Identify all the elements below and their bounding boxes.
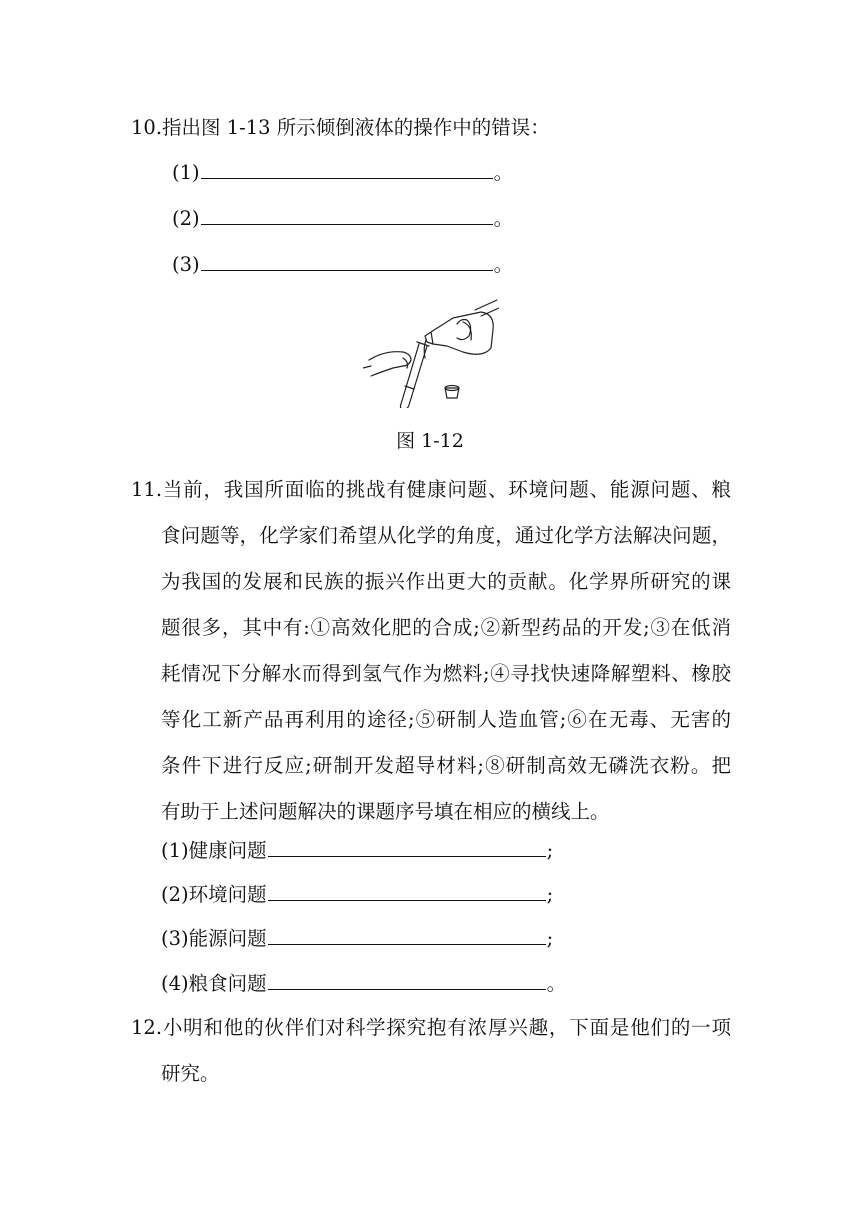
q10-item-2-end: 。 [493,207,514,230]
q11-line-8: 有助于上述问题解决的课题序号填在相应的横线上。 [161,800,610,823]
q11-answer-blank-4[interactable] [268,969,546,990]
q11-item-2 [161,880,553,910]
q10-item-2 [172,204,513,234]
reagent-bottle [431,312,493,354]
left-arm [363,366,371,368]
q10-stem: 10.指出图 1-13 所示倾倒液体的操作中的错误： [131,116,550,139]
q11-line-4: 题很多，其中有:①高效化肥的合成;②新型药品的开发;③在低消 [161,616,731,639]
q11-item-4-label: (4)粮食问题 [161,972,267,995]
q11-line-5: 耗情况下分解水而得到氢气作为燃料;④寻找快速降解塑料、橡胶 [161,662,731,685]
q11-line-2: 食问题等，化学家们希望从化学的角度，通过化学方法解决问题， [161,524,731,547]
q11-line-7: 条件下进行反应;研制开发超导材料;⑧研制高效无磷洗衣粉。把 [161,754,731,777]
q10-item-1-label: (1) [172,161,200,184]
q11-item-1-end: ; [546,839,554,862]
q10-item-1 [172,158,513,188]
q11-line-6: 等化工新产品再利用的途径;⑤研制人造血管;⑥在无毒、无害的 [161,708,731,731]
q10-item-3-end: 。 [493,253,514,276]
q11-item-1-label: (1)健康问题 [161,839,267,862]
q10-item-3-label: (3) [172,253,200,276]
q11-item-4 [161,969,566,999]
q10-item-2-label: (2) [172,207,200,230]
q11-line-3: 为我国的发展和民族的振兴作出更大的贡献。化学界所研究的课 [161,570,731,593]
left-hand [369,352,411,376]
q11-item-3 [161,924,553,954]
q11-item-3-end: ; [546,927,554,950]
q10-item-3 [172,250,513,280]
q11-item-2-label: (2)环境问题 [161,883,267,906]
q11-answer-blank-3[interactable] [268,924,546,945]
q11-item-1 [161,836,553,866]
q10-answer-blank-1[interactable] [201,158,493,179]
q10-item-1-end: 。 [493,161,514,184]
figure-caption: 图 1-12 [396,430,464,452]
pouring-liquid-illustration [363,296,499,408]
q11-item-4-end: 。 [546,972,567,995]
q11-item-3-label: (3)能源问题 [161,927,267,950]
q11-item-2-end: ; [546,883,554,906]
q11-line-1: 11.当前，我国所面临的挑战有健康问题、环境问题、能源问题、粮 [131,478,731,501]
test-tube [400,344,427,408]
q11-answer-blank-2[interactable] [268,880,546,901]
q12-line-1: 12.小明和他的伙伴们对科学探究抱有浓厚兴趣，下面是他们的一项 [131,1016,731,1039]
right-arm-upper [475,300,497,310]
q11-answer-blank-1[interactable] [268,836,546,857]
q12-line-2: 研究。 [161,1062,220,1085]
q10-answer-blank-3[interactable] [201,250,493,271]
q10-answer-blank-2[interactable] [201,204,493,225]
